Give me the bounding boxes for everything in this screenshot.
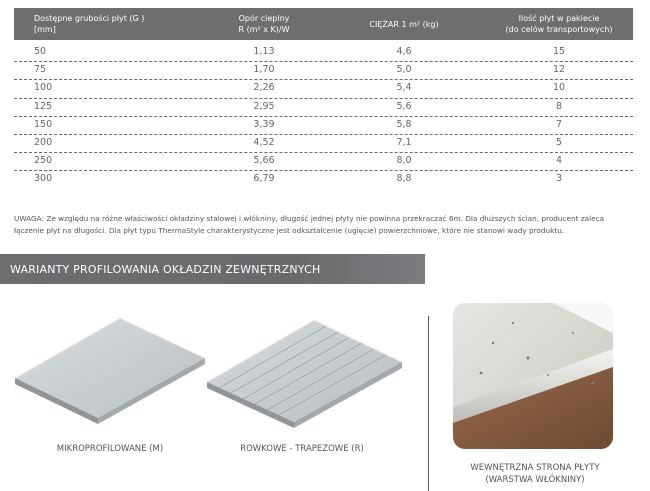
cell-resistance: 3,39 <box>253 118 275 130</box>
caption-inner-side <box>445 462 625 486</box>
cell-count: 3 <box>555 173 563 185</box>
cell-count: 12 <box>552 64 566 76</box>
caption-microprofiled: MIKROPROFILOWANE (M) <box>56 444 164 454</box>
cell-resistance: 2,95 <box>253 100 275 112</box>
header-resistance: Opór cieplny R (m² x K)/W <box>238 14 290 34</box>
cell-weight: 7,1 <box>396 136 412 148</box>
note-line: łączenie płyt na długości. Dla płyt typu ThermaStyle charakterystyczne jest odkształcenie (ugięcie) powierzchniowe, które nie stanowi wady produktu. <box>14 226 565 235</box>
cell-thickness: 100 <box>34 82 53 94</box>
cell-weight: 5,6 <box>396 100 412 112</box>
table-row <box>14 117 633 135</box>
note-line: UWAGA: Ze względu na różne właściwości okładziny stalowej i włókniny, długość jednej płyty nie powinna przekraczać 6m. Dla dłuższych ścian, producent zaleca <box>14 214 605 223</box>
cell-resistance: 1,13 <box>253 46 275 57</box>
cell-count: 7 <box>555 118 563 130</box>
header-count: Ilość płyt w pakiecie (do celów transportowych) <box>505 14 613 34</box>
table-row <box>14 62 633 80</box>
cell-resistance: 2,26 <box>253 82 275 94</box>
cell-thickness: 200 <box>34 136 53 148</box>
cell-resistance: 1,70 <box>253 64 275 76</box>
section-banner <box>0 254 425 284</box>
table-row <box>14 153 633 171</box>
table-row <box>14 44 633 62</box>
cell-weight: 4,6 <box>396 46 412 57</box>
cell-weight: 5,0 <box>396 64 412 76</box>
cell-thickness: 75 <box>34 64 47 76</box>
warning-note <box>14 213 639 237</box>
vertical-divider <box>428 316 429 491</box>
cell-count: 8 <box>555 100 563 112</box>
cell-count: 5 <box>555 136 563 148</box>
panel-grooved-image <box>202 300 407 430</box>
cell-thickness: 150 <box>34 118 53 130</box>
cell-count: 15 <box>552 46 566 57</box>
panel-microprofiled-image <box>10 300 210 425</box>
cell-count: 4 <box>555 155 563 167</box>
table-row <box>14 171 633 188</box>
cell-weight: 5,4 <box>396 82 412 94</box>
table-body <box>14 44 633 189</box>
table-row <box>14 99 633 117</box>
cell-thickness: 250 <box>34 155 53 167</box>
inner-layer-photo <box>453 303 613 449</box>
header-weight: CIĘŻAR 1 m² (kg) <box>369 19 439 29</box>
table-row <box>14 80 633 98</box>
caption-grooved: ROWKOWE - TRAPEZOWE (R) <box>240 444 364 454</box>
cell-thickness: 300 <box>34 173 53 185</box>
cell-resistance: 5,66 <box>253 155 275 167</box>
caption-inner-line2: (WARSTWA WŁÓKNINY) <box>485 475 585 485</box>
table-row <box>14 135 633 153</box>
section-title: WARIANTY PROFILOWANIA OKŁADZIN ZEWNĘTRZNYCH <box>10 263 321 276</box>
cell-thickness: 50 <box>34 46 47 57</box>
cell-weight: 8,0 <box>396 155 412 167</box>
cell-resistance: 4,52 <box>253 136 275 148</box>
caption-inner-line1: WEWNĘTRZNA STRONA PŁYTY <box>470 463 600 473</box>
cell-weight: 8,8 <box>396 173 412 185</box>
cell-thickness: 125 <box>34 100 53 112</box>
cell-resistance: 6,79 <box>253 173 275 185</box>
cell-count: 10 <box>552 82 566 94</box>
cell-weight: 5,8 <box>396 118 412 130</box>
header-thickness: Dostępne grubości płyt (G ) [mm] <box>34 14 145 34</box>
table-header <box>14 8 633 40</box>
